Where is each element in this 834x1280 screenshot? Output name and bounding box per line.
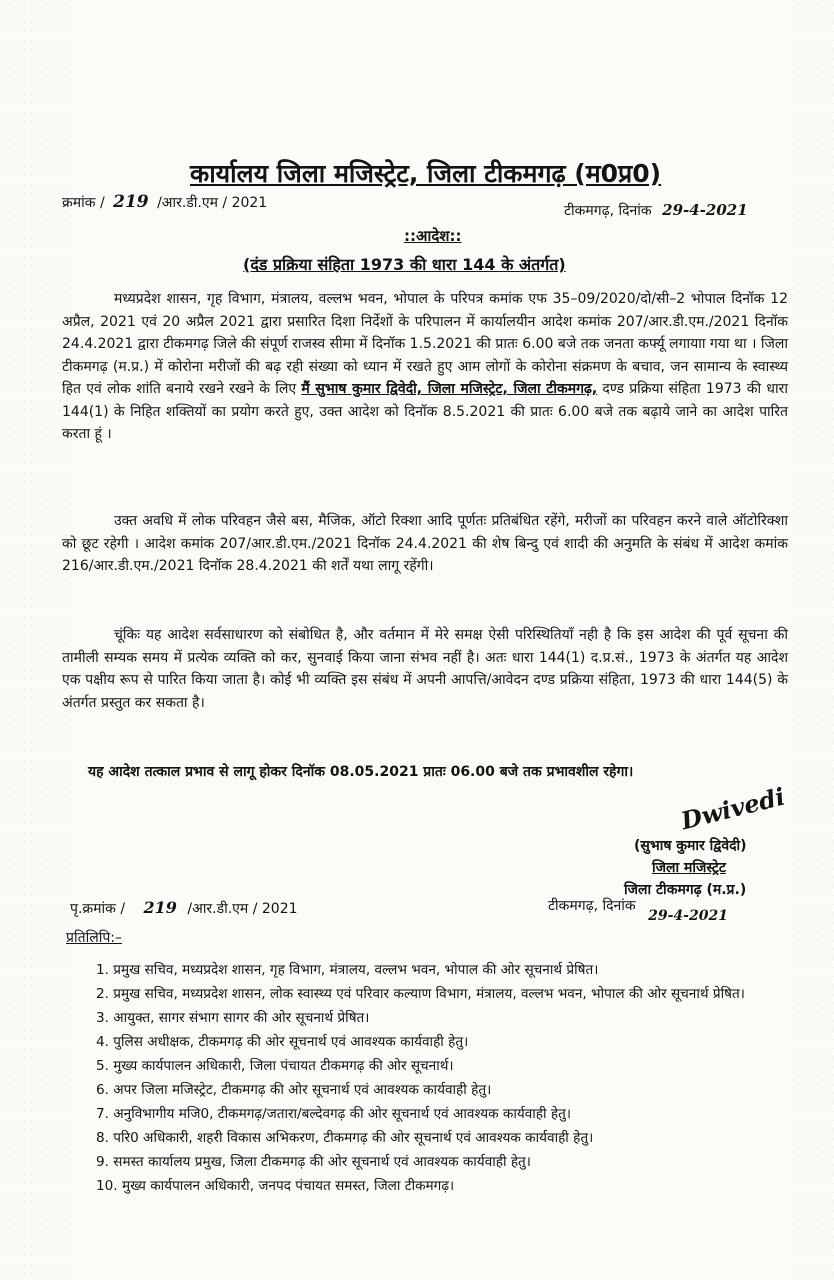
order-paragraph-3: चूंकिः यह आदेश सर्वसाधारण को संबोधित है, और वर्तमान में मेरे समक्ष ऐसी परिस्थितियॉं नही है कि इस आदेश की पूर्व सूचना की तामीली सम्यक समय में प्रत्येक व्यक्ति को कर, सुनवाई किया जाना संभव नहीं है। अतः धारा 144(1) द.प्र.सं., 1973 के अंतर्गत यह आदेश एक पक्षीय रूप से पारित किया जाता है। कोई भी व्यक्ति इस संबंध में अपनी आपत्ति/आवेदन दण्ड प्रक्रिया संहिता, 1973 की धारा 144(5) के अंतर्गत प्रस्तुत कर सकता है।: [62, 627, 788, 711]
list-item: 7. अनुविभागीय मजि0, टीकमगढ़/जतारा/बल्देवगढ़ की ओर सूचनार्थ एवं आवश्यक कार्यवाही हेतु।: [96, 1106, 571, 1122]
reference-number-line: [62, 192, 267, 212]
list-item: 3. आयुक्त, सागर संभाग सागर की ओर सूचनार्थ प्रेषित।: [96, 1010, 370, 1026]
signatory-name: (सुभाष कुमार द्विवेदी): [634, 838, 747, 854]
place-date-line: [564, 201, 748, 220]
scan-noise-left: [0, 0, 70, 1280]
copy-to-label: प्रतिलिपि:–: [66, 930, 122, 946]
endorsement-ref-prefix: पृ.क्रमांक /: [70, 901, 126, 917]
ref-prefix: क्रमांक /: [62, 195, 105, 211]
list-item: 2. प्रमुख सचिव, मध्यप्रदेश शासन, लोक स्वास्थ्य एवं परिवार कल्याण विभाग, मंत्रालय, वल्लभ भवन, भोपाल की ओर सूचनार्थ प्रेषित।: [96, 986, 745, 1002]
order-effective-line: यह आदेश तत्काल प्रभाव से लागू होकर दिनॉक 08.05.2021 प्रातः 06.00 बजे तक प्रभावशील रहेगा।: [88, 764, 634, 780]
place-date-label: टीकमगढ़, दिनांक: [564, 203, 652, 219]
list-item: 10. मुख्य कार्यपालन अधिकारी, जनपद पंचायत समस्त, जिला टीकमगढ़।: [96, 1178, 455, 1194]
copy-recipient-list: [96, 960, 796, 1200]
signatory-designation: जिला मजिस्ट्रेट: [652, 860, 726, 876]
ref-number-handwritten: 219: [113, 192, 149, 212]
order-heading: ::आदेश::: [404, 227, 462, 245]
scan-noise-right: [794, 0, 834, 1280]
endorsement-ref-suffix: /आर.डी.एम / 2021: [187, 901, 298, 917]
endorsement-reference-line: [70, 898, 298, 918]
order-subheading: (दंड प्रक्रिया संहिता 1973 की धारा 144 के अंतर्गत): [243, 255, 566, 274]
order-paragraph-2: उक्त अवधि में लोक परिवहन जैसे बस, मैजिक, ऑटो रिक्शा आदि पूर्णतः प्रतिबंधित रहेंगे, मरीजों का परिवहन करने वाले ऑटोरिक्शा को छूट रहेगी । आदेश कमांक 207/आर.डी.एम./2021 दिनॉक 24.4.2021 की शेष बिन्दु एवं शादी की अनुमति के संबंध में आदेश कमांक 216/आर.डी.एम./2021 दिनॉक 28.4.2021 की शर्तें यथा लागू रहेंगी।: [62, 513, 788, 574]
endorsement-place-date: [548, 896, 728, 924]
endorsement-date-handwritten: 29-4-2021: [648, 908, 728, 924]
endorsement-ref-number: 219: [143, 898, 177, 917]
list-item: 9. समस्त कार्यालय प्रमुख, जिला टीकमगढ़ की ओर सूचनार्थ एवं आवश्यक कार्यवाही हेतु।: [96, 1154, 531, 1170]
list-item: 5. मुख्य कार्यपालन अधिकारी, जिला पंचायत टीकमगढ़ की ओर सूचनार्थ।: [96, 1058, 454, 1074]
para1-end: दण्ड प्रक्रिया संहिता 1973 की धारा 144(1) के निहित शक्तियों का प्रयोग करते हुए, उक्त आदेश को दिनॉक 8.5.2021 की प्रातः 6.00 बजे तक बढ़ाये जाने का आदेश पारित करता हूं ।: [62, 381, 788, 442]
signature-mark: Dwivedi: [678, 781, 788, 836]
list-item: 8. परि0 अधिकारी, शहरी विकास अभिकरण, टीकमगढ़ की ओर सूचनार्थ एवं आवश्यक कार्यवाही हेतु।: [96, 1130, 594, 1146]
magistrate-name-bold: मैं सुभाष कुमार द्विवेदी, जिला मजिस्ट्रेट, जिला टीकमगढ़,: [301, 381, 598, 397]
para1-start: मध्यप्रदेश शासन, गृह विभाग, मंत्रालय, वल्लभ भवन, भोपाल के परिपत्र कमांक एफ 35–09/2020/दो/सी–2 भोपाल दिनॉक 12 अप्रैल, 2021 एवं 20 अप्रैल 2021 द्वारा प्रसारित दिशा निर्देशों के परिपालन में कार्यालयीन आदेश कमांक 207/आर.डी.एम./2021 दिनॉक 24.4.2021 द्वारा टीकमगढ़ जिले की संपूर्ण राजस्व सीमा में दिनॉक 1.5.2021 की प्रातः 6.00 बजे तक जनता कर्फ्यू लगायाा गया था । जिला टीकमगढ़ (म.प्र.) में कोरोना मरीजों की बढ़ रही संख्या को ध्यान में रखते हुए आम लोगों के कोरोना संक्रमण के बचाव, जन सामान्य के स्वास्थ्य हित एवं लोक शांति बनाये रखने रखने के लिए: [62, 291, 788, 397]
date-handwritten: 29-4-2021: [662, 201, 748, 219]
list-item: 6. अपर जिला मजिस्ट्रेट, टीकमगढ़ की ओर सूचनार्थ एवं आवश्यक कार्यवाही हेतु।: [96, 1082, 492, 1098]
endorsement-place-date-label: टीकमगढ़, दिनांक: [548, 898, 636, 914]
ref-suffix: /आर.डी.एम / 2021: [157, 195, 268, 211]
list-item: 1. प्रमुख सचिव, मध्यप्रदेश शासन, गृह विभाग, मंत्रालय, वल्लभ भवन, भोपाल की ओर सूचनार्थ प्रेषित।: [96, 962, 599, 978]
office-title: कार्यालय जिला मजिस्ट्रेट, जिला टीकमगढ़ (म0प्र0): [190, 159, 662, 188]
list-item: 4. पुलिस अधीक्षक, टीकमगढ़ की ओर सूचनार्थ एवं आवश्यक कार्यवाही हेतु।: [96, 1034, 469, 1050]
signatory-district: जिला टीकमगढ़ (म.प्र.): [624, 882, 747, 898]
order-paragraph-1: [62, 288, 788, 446]
